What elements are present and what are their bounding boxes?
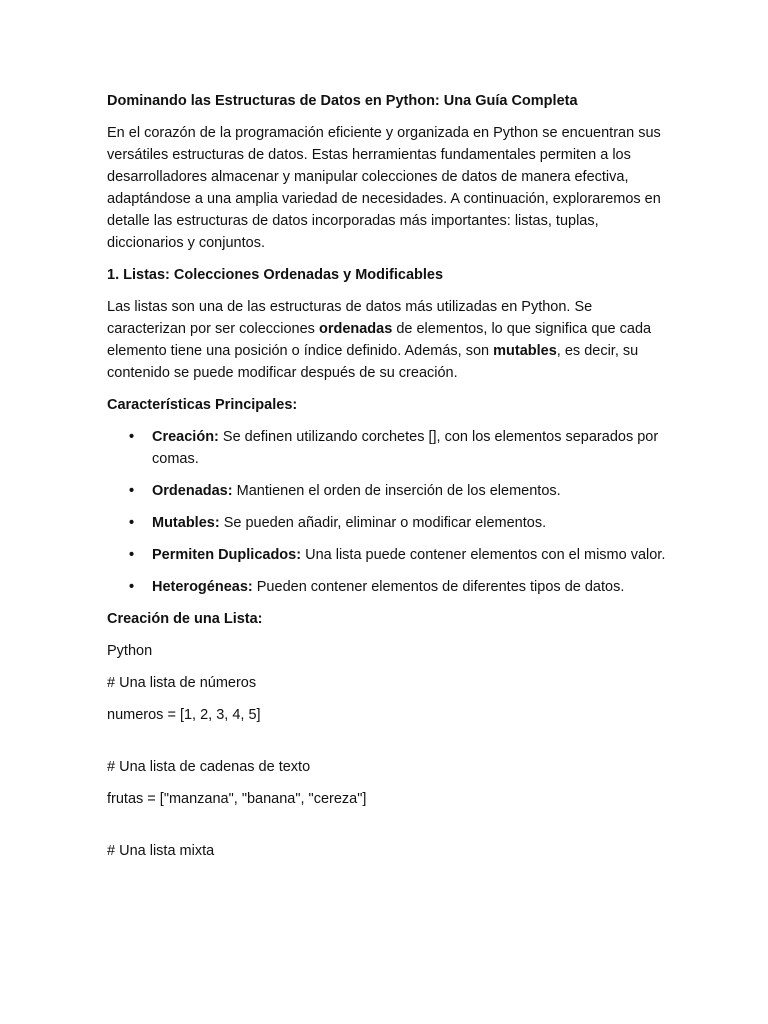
lists-description-text: de elementos, lo que significa que cada elemento tiene una posición o índice definido. Además, son <box>107 321 652 359</box>
lists-description-text: , es decir, su contenido se puede modificar después de su creación. <box>107 343 639 381</box>
feature-term: Mutables: <box>152 515 220 531</box>
code-comment: # Una lista de números <box>107 675 257 691</box>
feature-term: Heterogéneas: <box>152 579 253 595</box>
bullet-icon: • <box>129 483 135 499</box>
features-list <box>107 426 667 598</box>
code-blank-line <box>107 820 667 840</box>
feature-text: Se definen utilizando corchetes [], con los elementos separados por comas. <box>152 429 659 467</box>
code-comment: # Una lista mixta <box>107 843 215 859</box>
ordered-emphasis: ordenadas <box>318 321 393 337</box>
bullet-icon: • <box>129 429 135 445</box>
document-title: Dominando las Estructuras de Datos en Python: Una Guía Completa <box>107 93 578 109</box>
intro-paragraph: En el corazón de la programación eficiente y organizada en Python se encuentran sus versátiles estructuras de datos. Estas herramientas fundamentales permiten a los desarrolladores almacenar y manipular colecciones de datos de manera efectiva, adaptándose a una amplia variedad de necesidades. A continuación, exploraremos en detalle las estructuras de datos incorporadas más importantes: listas, tuplas, diccionarios y conjuntos. <box>107 125 661 251</box>
lists-description-paragraph <box>107 296 667 384</box>
creation-heading: Creación de una Lista: <box>107 611 263 627</box>
features-heading: Características Principales: <box>107 397 298 413</box>
feature-text: Una lista puede contener elementos con el mismo valor. <box>301 547 666 563</box>
feature-term: Permiten Duplicados: <box>152 547 302 563</box>
feature-text: Se pueden añadir, eliminar o modificar elementos. <box>219 515 547 531</box>
list-item <box>107 426 667 470</box>
bullet-icon: • <box>129 515 135 531</box>
feature-text: Mantienen el orden de inserción de los elementos. <box>232 483 561 499</box>
list-item <box>107 576 667 598</box>
document-content <box>107 90 667 872</box>
code-language-label: Python <box>107 643 153 659</box>
feature-term: Creación: <box>152 429 219 445</box>
bullet-icon: • <box>129 547 135 563</box>
lists-description-text: Las listas son una de las estructuras de datos más utilizadas en Python. Se caracterizan por ser colecciones <box>107 299 593 337</box>
code-line: frutas = ["manzana", "banana", "cereza"] <box>107 791 367 807</box>
feature-text: Pueden contener elementos de diferentes tipos de datos. <box>252 579 625 595</box>
code-blank-line <box>107 736 667 756</box>
code-comment: # Una lista de cadenas de texto <box>107 759 311 775</box>
mutable-emphasis: mutables <box>493 343 557 359</box>
list-item <box>107 512 667 534</box>
section-heading-lists: 1. Listas: Colecciones Ordenadas y Modificables <box>107 267 444 283</box>
list-item <box>107 480 667 502</box>
code-line: numeros = [1, 2, 3, 4, 5] <box>107 707 261 723</box>
bullet-icon: • <box>129 579 135 595</box>
list-item <box>107 544 667 566</box>
feature-term: Ordenadas: <box>152 483 233 499</box>
